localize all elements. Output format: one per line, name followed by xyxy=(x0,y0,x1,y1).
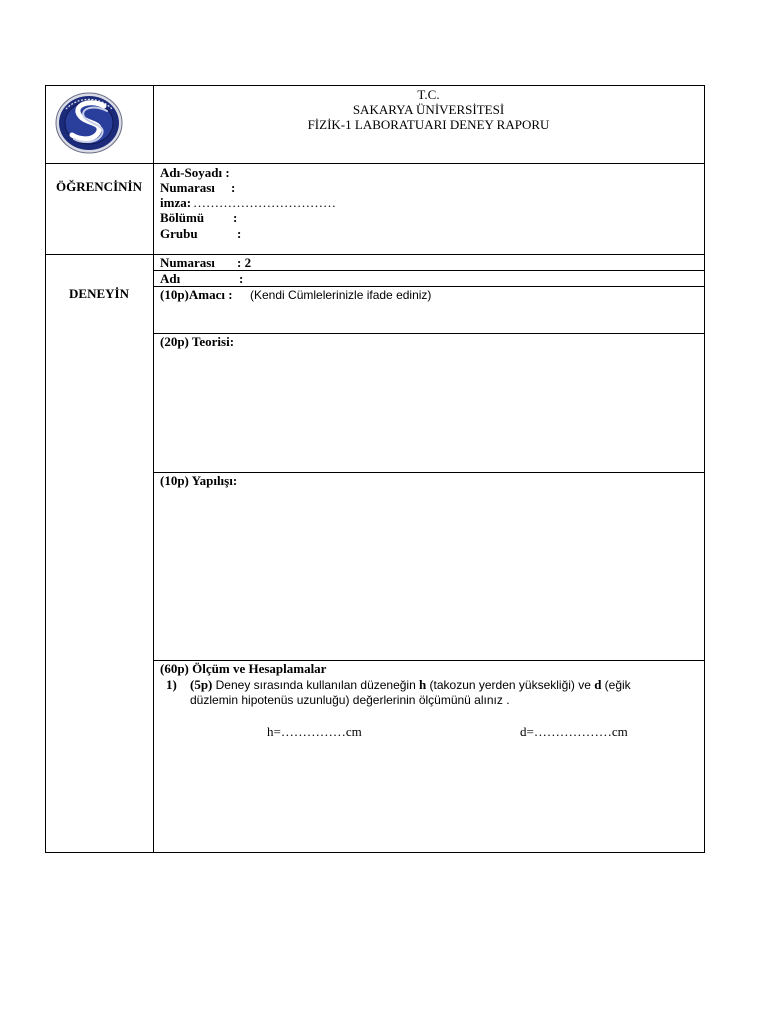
item1-text-a: Deney sırasında kullanılan düzeneğin xyxy=(215,678,416,692)
measurement-label: (60p) Ölçüm ve Hesaplamalar xyxy=(160,661,327,676)
column-divider xyxy=(153,85,154,852)
student-signature-dots: …………………………… xyxy=(193,195,336,210)
item1-h-symbol: h xyxy=(419,677,427,692)
item1-line2: düzlemin hipotenüs uzunluğu) değerlerinin ölçümünü alınız . xyxy=(190,693,510,707)
purpose-hint: (Kendi Cümlelerinizle ifade ediniz) xyxy=(250,288,432,302)
row-divider-student xyxy=(45,254,704,255)
row-divider-header xyxy=(45,163,704,164)
item1-text-b: (takozun yerden yüksekliği) ve xyxy=(429,678,591,692)
university-logo xyxy=(54,89,124,155)
purpose-label: (10p)Amacı : xyxy=(160,287,233,302)
student-group-label: Grubu xyxy=(160,226,198,241)
header-report-title: FİZİK-1 LABORATUARI DENEY RAPORU xyxy=(307,117,550,132)
procedure-label: (10p) Yapılışı: xyxy=(160,473,238,488)
h-measurement-field: h=……………cm xyxy=(267,724,362,739)
student-section-label: ÖĞRENCİNİN xyxy=(56,179,142,194)
item1-d-symbol: d xyxy=(594,677,602,692)
experiment-name-label: Adı xyxy=(160,271,181,286)
header-university-name: SAKARYA ÜNİVERSİTESİ xyxy=(352,102,505,117)
experiment-section-label: DENEYİN xyxy=(69,286,129,301)
student-group-colon: : xyxy=(237,226,242,241)
header-line-tc: T.C. xyxy=(417,87,440,102)
item1-number: 1) xyxy=(166,677,177,692)
item1-line1 xyxy=(190,677,631,693)
theory-label: (20p) Teorisi: xyxy=(160,334,235,349)
row-divider-exp-name xyxy=(153,286,704,287)
item1-text-c: (eğik xyxy=(604,678,631,692)
student-number-colon: : xyxy=(231,180,236,195)
experiment-name-colon: : xyxy=(239,271,244,286)
experiment-number-value: : 2 xyxy=(237,255,252,270)
experiment-number-label: Numarası xyxy=(160,255,215,270)
item1-points: (5p) xyxy=(190,677,213,692)
student-number-label: Numarası xyxy=(160,180,215,195)
row-divider-exp-number xyxy=(153,270,704,271)
row-divider-purpose xyxy=(153,333,704,334)
student-name-label: Adı-Soyadı : xyxy=(160,165,230,180)
student-department-label: Bölümü xyxy=(160,210,205,225)
d-measurement-field: d=………………cm xyxy=(520,724,628,739)
sakarya-logo-icon xyxy=(54,89,124,155)
student-signature-label: imza: xyxy=(160,195,192,210)
student-department-colon: : xyxy=(233,210,238,225)
